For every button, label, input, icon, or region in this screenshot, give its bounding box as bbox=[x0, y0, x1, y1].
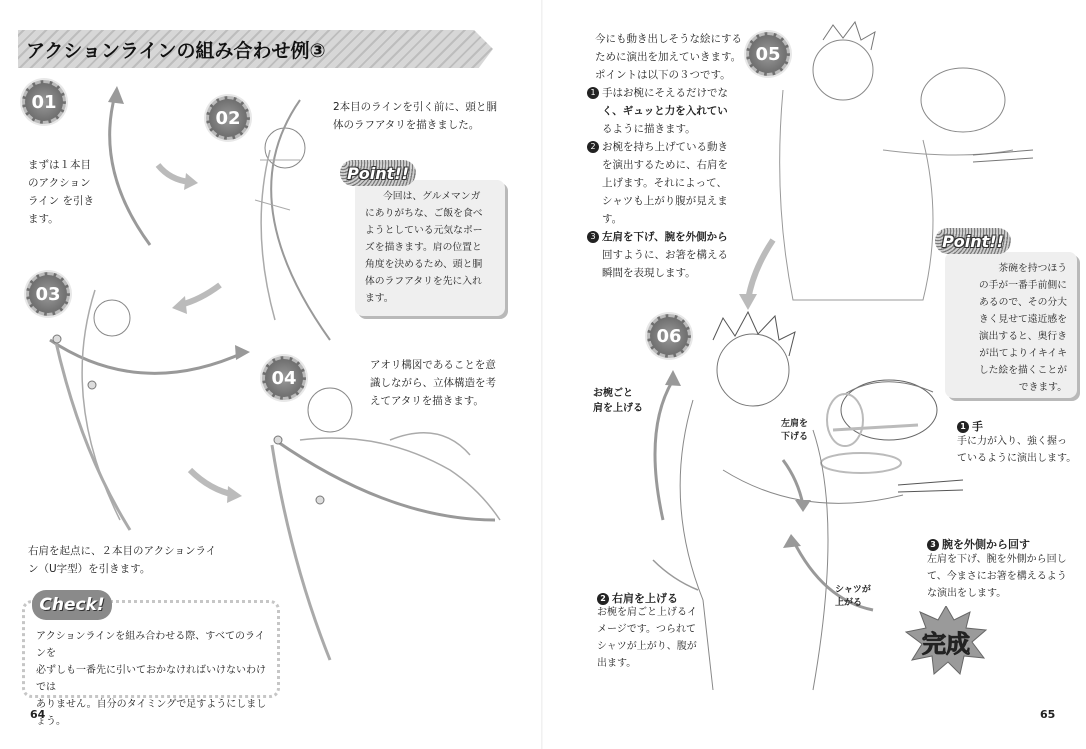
point-line: にありがちな、ご飯を食べ bbox=[365, 208, 483, 219]
point-number: 3 bbox=[587, 231, 599, 243]
point-line: 演出すると、奥行き bbox=[978, 331, 1067, 342]
callout-heading: 手 bbox=[972, 420, 983, 433]
point-line: 今回は、グルメマンガ bbox=[383, 191, 481, 202]
kansei-burst bbox=[904, 606, 988, 676]
check-line: 必ずしも一番先に引いておかなければいけないわけでは bbox=[36, 665, 266, 693]
point-line: の手が一番手前側に bbox=[978, 280, 1067, 291]
callout-heading: 右肩を上げる bbox=[612, 592, 678, 605]
step-badge-03: 03 bbox=[26, 272, 70, 316]
point-line: きく見せて遠近感を bbox=[978, 314, 1067, 325]
annotation-left-shoulder bbox=[781, 418, 808, 444]
step-04-line: アオリ構図であることを意 bbox=[370, 359, 496, 371]
check-text bbox=[36, 628, 272, 730]
point-label: Point!! bbox=[340, 160, 416, 186]
step-04-line: 識しながら、立体構造を考 bbox=[370, 377, 496, 389]
point-line: ズを描きます。肩の位置と bbox=[365, 242, 482, 253]
step-02-line: 2本目のラインを引く前に、頭と胴 bbox=[333, 101, 497, 113]
point-line: 回すように、お箸を構える bbox=[602, 249, 728, 261]
point-label-right: Point!! bbox=[935, 228, 1011, 254]
step-badge-06: 06 bbox=[647, 314, 691, 358]
point-line: 茶碗を持つほう bbox=[998, 263, 1067, 274]
callout-hand-heading bbox=[957, 418, 983, 434]
point-line: 体のラフアタリを先に入れ bbox=[365, 276, 482, 287]
point-number: 2 bbox=[587, 141, 599, 153]
point-number: 1 bbox=[587, 87, 599, 99]
step-02-line: 体のラフアタリを描きました。 bbox=[333, 119, 480, 131]
point-line: ます。 bbox=[365, 293, 394, 304]
point-line: 左肩を下げ、腕を外側から bbox=[602, 231, 728, 243]
page-number-right: 65 bbox=[1040, 708, 1056, 721]
annotation-line: 左肩を bbox=[781, 419, 809, 429]
point-line: を演出するために、右肩を bbox=[602, 159, 728, 171]
annotation-shirt-up bbox=[835, 584, 871, 610]
annotation-line: お椀ごと bbox=[593, 388, 633, 399]
annotation-line: 肩を上げる bbox=[593, 403, 643, 414]
callout-heading: 腕を外側から回す bbox=[942, 538, 1030, 551]
step-badge-02: 02 bbox=[206, 96, 250, 140]
annotation-line: 上がる bbox=[835, 598, 863, 608]
step-04-line: えてアタリを描きます。 bbox=[370, 395, 484, 407]
check-label: Check! bbox=[32, 590, 112, 620]
callout-line: 左肩を下げ、腕を外側から回し bbox=[927, 554, 1067, 565]
point-line: るように描きます。 bbox=[602, 123, 696, 135]
callout-number: 2 bbox=[597, 593, 609, 605]
step-badge-01: 01 bbox=[22, 80, 66, 124]
callout-line: ているように演出します。 bbox=[957, 453, 1077, 464]
point-line: ようとしている元気なポー bbox=[365, 225, 483, 236]
callout-arm-body bbox=[927, 551, 1082, 602]
intro-line: ポイントは以下の３つです。 bbox=[595, 69, 731, 81]
intro-line: ために演出を加えていきます。 bbox=[595, 51, 742, 63]
point-line: あるので、その分大 bbox=[979, 297, 1067, 308]
point-line: した絵を描くことが bbox=[978, 365, 1067, 376]
page-number-left: 64 bbox=[30, 708, 46, 721]
point-line: 角度を決めるため、頭と胴 bbox=[365, 259, 483, 270]
kansei-text: 完成 bbox=[922, 630, 970, 658]
annotation-line: シャツが bbox=[835, 585, 871, 595]
callout-line: な演出をします。 bbox=[927, 588, 1007, 599]
step-badge-04: 04 bbox=[262, 356, 306, 400]
point-line: お椀を持ち上げている動き bbox=[602, 141, 728, 153]
callout-arm-heading bbox=[927, 536, 1030, 552]
intro-line: 今にも動き出しそうな絵にする bbox=[595, 33, 742, 45]
step-03-line: ン（U字型）を引きます。 bbox=[28, 563, 151, 575]
point-line: す。 bbox=[602, 213, 623, 225]
callout-number: 3 bbox=[927, 539, 939, 551]
check-line: アクションラインを組み合わせる際、すべてのラインを bbox=[36, 631, 265, 659]
callout-shoulder-body bbox=[597, 604, 707, 672]
step-01-line: まずは１本目 bbox=[28, 159, 91, 171]
callout-line: 出ます。 bbox=[597, 658, 637, 669]
annotation-line: 下げる bbox=[781, 432, 809, 442]
page-title: アクションラインの組み合わせ例③ bbox=[26, 40, 326, 62]
step-01-line: ライン を引き bbox=[28, 195, 95, 207]
callout-number: 1 bbox=[957, 421, 969, 433]
callout-line: お椀を肩ごと上げるイ bbox=[597, 607, 697, 618]
point-line: 手はお椀にそえるだけでな bbox=[602, 87, 728, 99]
point-line: できます。 bbox=[1018, 382, 1067, 393]
point-line: が出てよりイキイキ bbox=[979, 348, 1067, 359]
right-page bbox=[543, 0, 1086, 749]
point-line: く、ギュッと力を入れてい bbox=[602, 105, 728, 117]
callout-hand-body bbox=[957, 433, 1082, 467]
callout-line: シャツが上がり、腹が bbox=[597, 641, 697, 652]
check-line: ありません。自分のタイミングで足すようにしましょう。 bbox=[36, 699, 267, 727]
callout-line: メージです。つられて bbox=[597, 624, 696, 635]
point-line: 上げます。それによって、 bbox=[602, 177, 727, 189]
step-01-line: のアクション bbox=[28, 177, 91, 189]
point-line: シャツも上がり腹が見えま bbox=[602, 195, 728, 207]
callout-line: 手に力が入り、強く握っ bbox=[957, 436, 1067, 447]
point-line: 瞬間を表現します。 bbox=[602, 267, 696, 279]
step-03-line: 右肩を起点に、２本目のアクションライ bbox=[28, 545, 217, 557]
step-01-line: ます。 bbox=[28, 213, 59, 225]
step-badge-05: 05 bbox=[746, 32, 790, 76]
callout-line: て、今まさにお箸を構えるよう bbox=[927, 571, 1067, 582]
annotation-bowl-shoulder bbox=[593, 386, 643, 416]
